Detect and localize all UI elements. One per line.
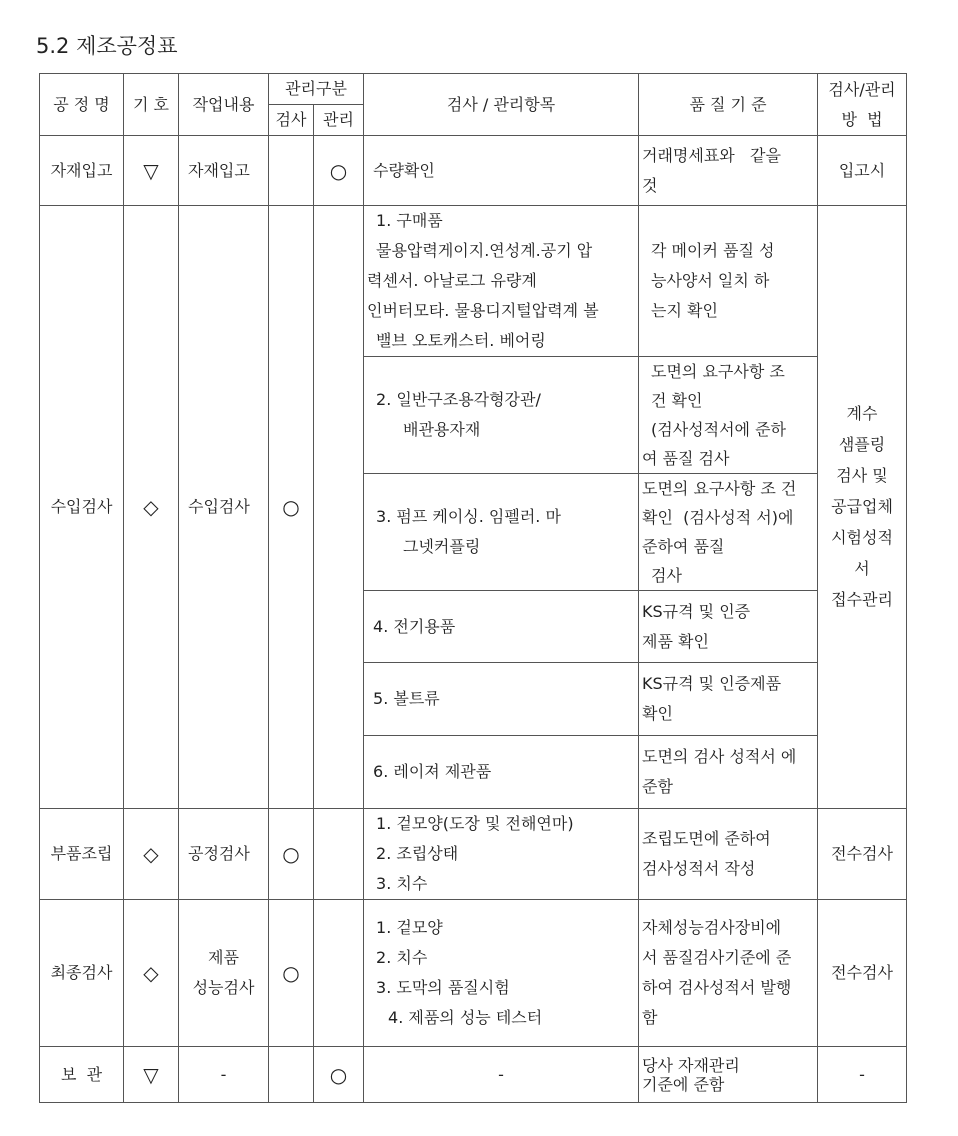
cell-process: 자재입고 xyxy=(40,136,124,206)
table-row xyxy=(40,136,907,206)
cell-standard: 각 메이커 품질 성 능사양서 일치 하 는지 확인 xyxy=(639,206,818,357)
cell-manage xyxy=(314,206,364,809)
process-table xyxy=(39,73,907,1103)
table-row xyxy=(40,206,907,357)
cell-process: 보 관 xyxy=(40,1047,124,1103)
cell-standard: 거래명세표와 같을 것 xyxy=(639,136,818,206)
cell-work: 수입검사 xyxy=(179,206,269,809)
cell-item: 5. 볼트류 xyxy=(364,663,639,736)
header-method-line-1: 검사/관리 xyxy=(828,79,896,99)
cell-work: - xyxy=(179,1047,269,1103)
cell-work: 자재입고 xyxy=(179,136,269,206)
mark-circle-icon: ○ xyxy=(269,206,314,809)
cell-standard: KS규격 및 인증제품 확인 xyxy=(639,663,818,736)
header-method-line-2: 방 법 xyxy=(841,109,883,129)
header-inspect: 검사 xyxy=(269,105,314,136)
cell-item: - xyxy=(364,1047,639,1103)
header-items: 검사 / 관리항목 xyxy=(364,74,639,136)
cell-process: 수입검사 xyxy=(40,206,124,809)
cell-process: 부품조립 xyxy=(40,809,124,900)
cell-standard: 자체성능검사장비에 서 품질검사기준에 준 하여 검사성적서 발행 함 xyxy=(639,900,818,1047)
cell-process: 최종검사 xyxy=(40,900,124,1047)
header-method xyxy=(818,74,907,136)
cell-manage xyxy=(314,900,364,1047)
header-symbol: 기 호 xyxy=(124,74,179,136)
cell-item: 6. 레이져 제관품 xyxy=(364,736,639,809)
cell-work: 공정검사 xyxy=(179,809,269,900)
header-standard: 품 질 기 준 xyxy=(639,74,818,136)
symbol-triangle-icon: ▽ xyxy=(124,1047,179,1103)
cell-standard: 도면의 요구사항 조 건 확인 (검사성적서에 준하 여 품질 검사 xyxy=(639,357,818,474)
table-row xyxy=(40,1047,907,1103)
header-mgmt-group: 관리구분 xyxy=(269,74,364,105)
symbol-diamond-icon: ◇ xyxy=(124,809,179,900)
cell-inspect xyxy=(269,1047,314,1103)
cell-inspect xyxy=(269,136,314,206)
cell-standard: KS규격 및 인증 제품 확인 xyxy=(639,591,818,663)
cell-method: 전수검사 xyxy=(818,809,907,900)
cell-standard: 도면의 요구사항 조 건 확인 (검사성적 서)에 준하여 품질 검사 xyxy=(639,474,818,591)
cell-item: 4. 전기용품 xyxy=(364,591,639,663)
header-manage: 관리 xyxy=(314,105,364,136)
cell-standard: 조립도면에 준하여 검사성적서 작성 xyxy=(639,809,818,900)
table-row xyxy=(40,900,907,1047)
mark-circle-icon: ○ xyxy=(314,1047,364,1103)
cell-item: 수량확인 xyxy=(364,136,639,206)
mark-circle-icon: ○ xyxy=(269,809,314,900)
cell-method: 입고시 xyxy=(818,136,907,206)
header-work: 작업내용 xyxy=(179,74,269,136)
cell-standard: 도면의 검사 성적서 에 준함 xyxy=(639,736,818,809)
cell-work: 제품 성능검사 xyxy=(179,900,269,1047)
header-process: 공 정 명 xyxy=(40,74,124,136)
page-title: 5.2 제조공정표 xyxy=(36,34,178,58)
cell-item: 1. 겉모양 2. 치수 3. 도막의 품질시험 4. 제품의 성능 테스터 xyxy=(364,900,639,1047)
cell-method: - xyxy=(818,1047,907,1103)
mark-circle-icon: ○ xyxy=(269,900,314,1047)
cell-standard: 당사 자재관리 기준에 준함 xyxy=(639,1047,818,1103)
mark-circle-icon: ○ xyxy=(314,136,364,206)
cell-method: 계수 샘플링 검사 및 공급업체 시험성적 서 접수관리 xyxy=(818,206,907,809)
cell-item: 1. 겉모양(도장 및 전해연마) 2. 조립상태 3. 치수 xyxy=(364,809,639,900)
symbol-diamond-icon: ◇ xyxy=(124,900,179,1047)
table-row xyxy=(40,809,907,900)
cell-item: 1. 구매품 물용압력게이지.연성계.공기 압 력센서. 아날로그 유량계 인버터모타. 물용디지털압력계 볼 밸브 오토캐스터. 베어링 xyxy=(364,206,639,357)
cell-manage xyxy=(314,809,364,900)
header-row-1 xyxy=(40,74,907,105)
symbol-diamond-icon: ◇ xyxy=(124,206,179,809)
cell-method: 전수검사 xyxy=(818,900,907,1047)
symbol-triangle-icon: ▽ xyxy=(124,136,179,206)
cell-item: 2. 일반구조용각형강관/ 배관용자재 xyxy=(364,357,639,474)
cell-item: 3. 펌프 케이싱. 임펠러. 마 그넷커플링 xyxy=(364,474,639,591)
